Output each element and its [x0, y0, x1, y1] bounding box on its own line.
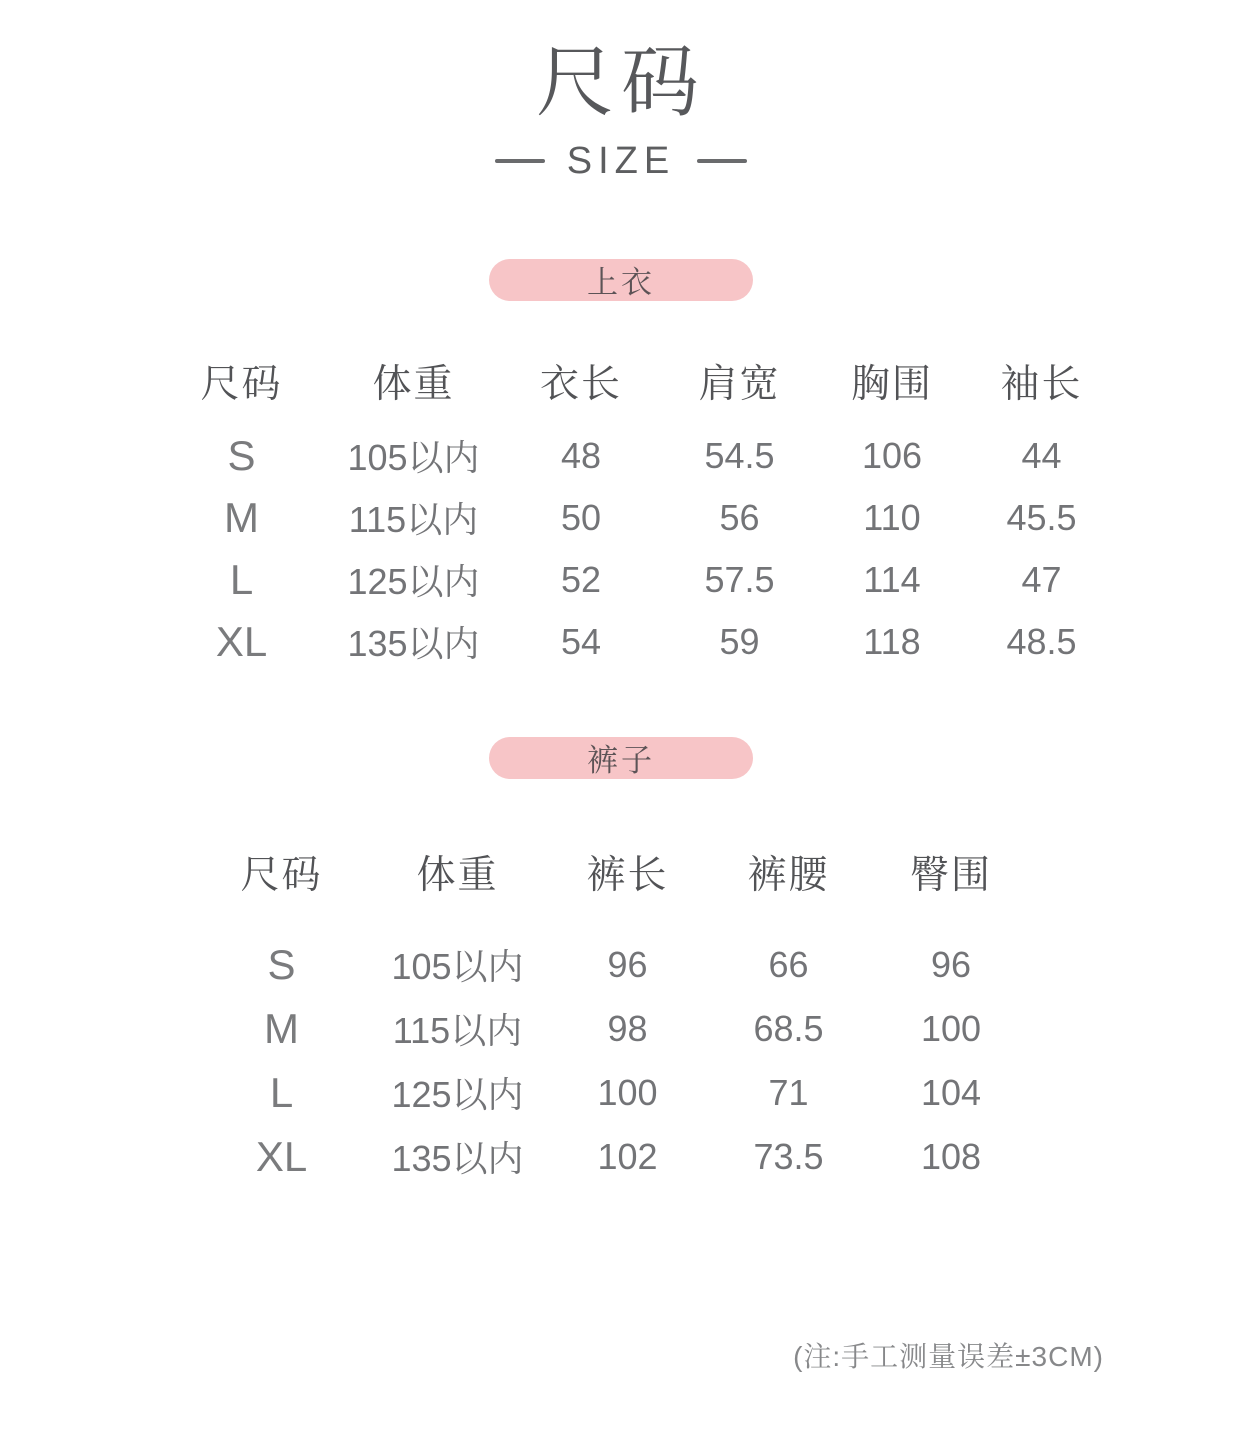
table-cell: 100 — [920, 1007, 982, 1049]
table-cell: L — [229, 555, 254, 603]
pants-header-size: 尺码 — [240, 853, 323, 897]
tops-header-weight: 体重 — [372, 362, 455, 406]
tops-header-sleeve: 袖长 — [1000, 362, 1083, 406]
table-cell: 48 — [560, 434, 602, 476]
pants-row-xl — [194, 1125, 1034, 1189]
tops-header-shoulder: 肩宽 — [698, 362, 781, 406]
table-cell: S — [267, 940, 296, 988]
pants-header-weight: 体重 — [416, 853, 499, 897]
table-cell: XL — [215, 617, 268, 665]
table-cell: 56 — [719, 496, 760, 538]
measurement-note: (注:手工测量误差±3CM) — [793, 1341, 1104, 1372]
table-cell: 110 — [863, 496, 921, 538]
pants-header-length: 裤长 — [586, 853, 669, 897]
subtitle-label: SIZE — [566, 139, 676, 182]
table-cell: 44 — [1021, 434, 1062, 476]
pants-header-hip: 臀围 — [909, 853, 992, 897]
table-cell: 102 — [597, 1135, 658, 1177]
table-cell: 115以内 — [392, 1010, 523, 1052]
table-cell: 106 — [861, 434, 923, 476]
tops-row-xl — [156, 611, 1116, 673]
table-cell: 108 — [920, 1135, 982, 1177]
table-cell: S — [227, 431, 256, 479]
table-cell: 135以内 — [391, 1138, 524, 1180]
pants-size-table — [194, 827, 1034, 1189]
table-cell: M — [264, 1004, 299, 1052]
right-dash-line — [697, 159, 747, 163]
table-cell: 114 — [863, 558, 921, 600]
pants-header-waist: 裤腰 — [747, 853, 830, 897]
tops-header-row — [156, 337, 1116, 425]
left-dash-line — [495, 159, 545, 163]
table-cell: 125以内 — [347, 561, 480, 603]
pants-header-row — [194, 827, 1034, 933]
table-cell: 68.5 — [753, 1007, 824, 1049]
page-title: 尺码 — [535, 38, 706, 126]
table-cell: 45.5 — [1006, 496, 1077, 538]
tops-size-table — [156, 337, 1116, 673]
table-cell: 105以内 — [347, 437, 480, 479]
table-cell: 98 — [607, 1007, 648, 1049]
table-cell: M — [224, 493, 259, 541]
table-cell: 52 — [560, 558, 602, 600]
table-cell: 54 — [560, 620, 602, 662]
table-cell: 96 — [607, 943, 648, 985]
table-cell: 135以内 — [347, 623, 480, 665]
table-cell: 57.5 — [704, 558, 775, 600]
pants-section-badge: 裤子 — [489, 737, 753, 779]
table-cell: 104 — [920, 1071, 982, 1113]
tops-section-badge: 上衣 — [489, 259, 753, 301]
table-cell: 71 — [768, 1071, 809, 1113]
table-cell: 47 — [1021, 558, 1062, 600]
tops-header-bust: 胸围 — [850, 362, 933, 406]
tops-row-s — [156, 425, 1116, 487]
page-subtitle — [0, 140, 1242, 183]
table-cell: 125以内 — [391, 1074, 524, 1116]
table-cell: 48.5 — [1006, 620, 1077, 662]
table-cell: 115以内 — [348, 499, 479, 541]
table-cell: 59 — [719, 620, 760, 662]
table-cell: 105以内 — [391, 946, 524, 988]
table-cell: 100 — [597, 1071, 658, 1113]
table-cell: XL — [255, 1132, 308, 1180]
pants-row-m — [194, 997, 1034, 1061]
table-cell: 118 — [863, 620, 921, 662]
table-cell: L — [269, 1068, 294, 1116]
tops-row-m — [156, 487, 1116, 549]
tops-header-size: 尺码 — [200, 362, 283, 406]
tops-header-length: 衣长 — [539, 362, 622, 406]
table-cell: 54.5 — [704, 434, 775, 476]
table-cell: 50 — [560, 496, 602, 538]
pants-row-l — [194, 1061, 1034, 1125]
table-cell: 66 — [768, 943, 809, 985]
pants-row-s — [194, 933, 1034, 997]
tops-row-l — [156, 549, 1116, 611]
table-cell: 73.5 — [753, 1135, 824, 1177]
table-cell: 96 — [930, 943, 972, 985]
